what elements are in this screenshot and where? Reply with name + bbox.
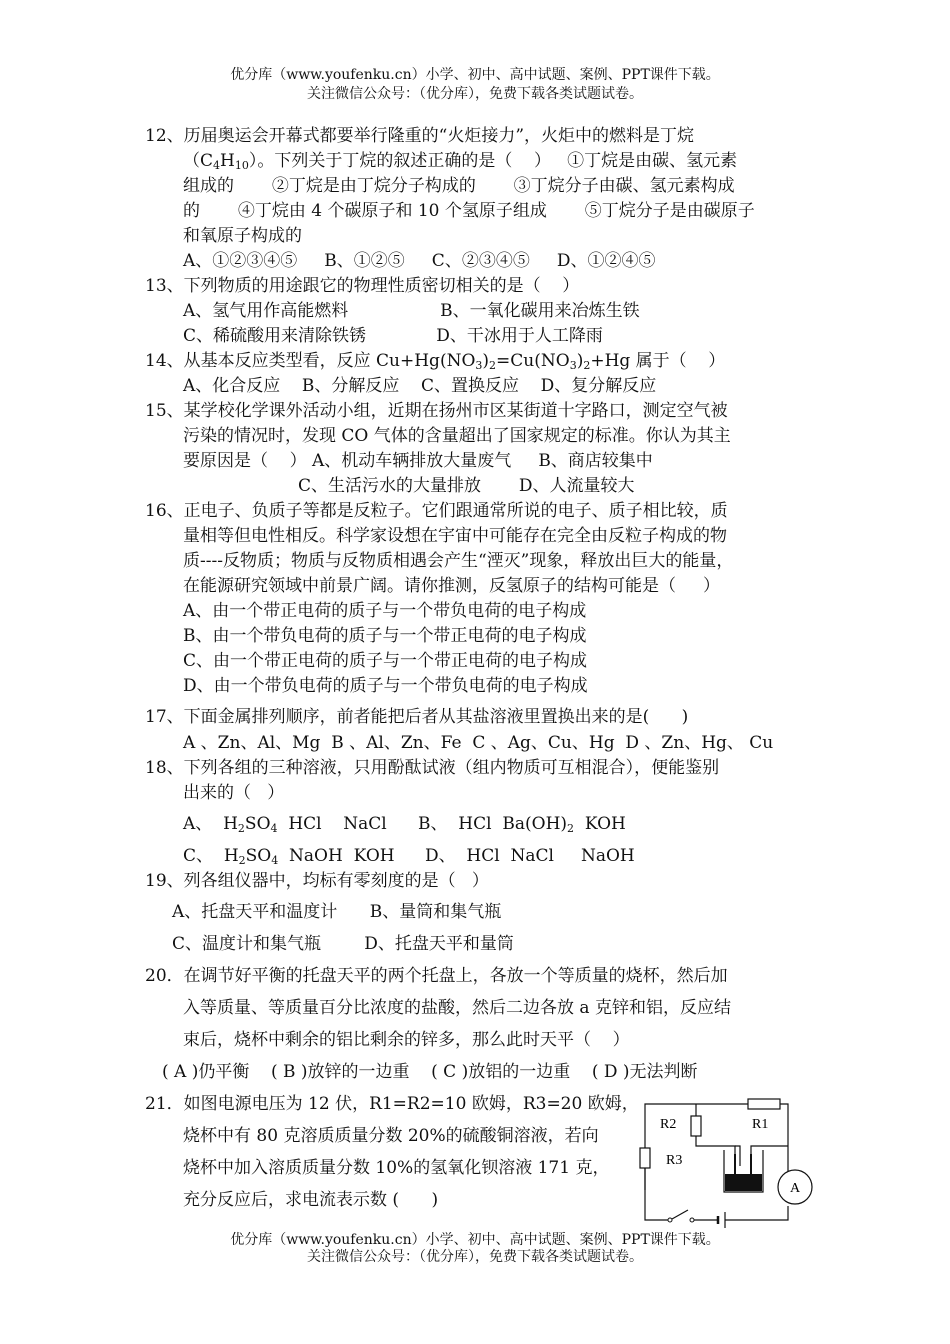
- q15-line-4: C、生活污水的大量排放 D、人流量较大: [298, 476, 635, 496]
- q12-line-5: 和氧原子构成的: [183, 226, 302, 246]
- q17-line-1: 17、下面金属排列顺序，前者能把后者从其盐溶液里置换出来的是( ): [145, 707, 689, 727]
- header-line-1: 优分库（www.youfenku.cn）小学、初中、高中试题、案例、PPT课件下载。: [230, 67, 720, 83]
- q18-option-a: A、 $H_2SO_4$ HCl NaCl: [183, 814, 387, 835]
- footer-line-1: 优分库（www.youfenku.cn）小学、初中、高中试题、案例、PPT课件下载。: [230, 1232, 720, 1248]
- label-r3: R3: [666, 1153, 683, 1168]
- q20-line-2: 入等质量、等质量百分比浓度的盐酸，然后二边各放 a 克锌和铝，反应结: [183, 998, 731, 1018]
- q16-option-c: C、由一个带正电荷的质子与一个带正电荷的电子构成: [183, 651, 588, 671]
- q19-options-cd: C、温度计和集气瓶 D、托盘天平和量筒: [172, 934, 514, 954]
- q12-line-2: $(C_4H_{10})$。下列关于丁烷的叙述正确的是（ ） ①丁烷是由碳、氢元素: [183, 151, 738, 172]
- q15-line-2: 污染的情况时，发现 CO 气体的含量超出了国家规定的标准。你认为其主: [183, 426, 731, 446]
- q21-line-1: 21．如图电源电压为 12 伏，R1=R2=10 欧姆，R3=20 欧姆，: [145, 1094, 639, 1114]
- q16-line-1: 16、正电子、负质子等都是反粒子。它们跟通常所说的电子、质子相比较，质: [145, 501, 728, 521]
- q16-option-a: A、由一个带正电荷的质子与一个带负电荷的电子构成: [183, 601, 587, 621]
- q13-line-1: 13、下列物质的用途跟它的物理性质密切相关的是（ ）: [145, 276, 580, 296]
- q19-line-1: 19、列各组仪器中，均标有零刻度的是（ ）: [145, 871, 489, 891]
- q14-options: A、化合反应 B、分解反应 C、置换反应 D、复分解反应: [183, 376, 657, 396]
- resistor-r1: [748, 1099, 780, 1109]
- label-r1: R1: [752, 1117, 769, 1132]
- q16-option-b: B、由一个带负电荷的质子与一个带正电荷的电子构成: [183, 626, 587, 646]
- q12-line-1: 12、历届奥运会开幕式都要举行隆重的“火炬接力”，火炬中的燃料是丁烷: [145, 126, 695, 146]
- q13-options-cd: C、稀硫酸用来清除铁锈 D、干冰用于人工降雨: [183, 326, 603, 346]
- q16-option-d: D、由一个带负电荷的质子与一个带负电荷的电子构成: [183, 676, 588, 696]
- switch-contact-left: [668, 1218, 672, 1222]
- q16-line-3: 质----反物质；物质与反物质相遇会产生“湮灭”现象，释放出巨大的能量，: [183, 551, 734, 571]
- q18-option-b: B、 HCl $Ba(OH)_2$ KOH: [418, 814, 626, 835]
- q19-options-ab: A、托盘天平和温度计 B、量筒和集气瓶: [172, 902, 502, 922]
- resistor-r2: [691, 1116, 701, 1136]
- header-line-2: 关注微信公众号：（优分库），免费下载各类试题试卷。: [307, 86, 643, 102]
- beaker-solution: [725, 1174, 762, 1191]
- q18-option-d: D、 HCl NaCl NaOH: [425, 846, 635, 866]
- q12-line-3: 组成的 ②丁烷是由丁烷分子构成的 ③丁烷分子由碳、氢元素构成: [183, 176, 735, 196]
- switch-contact-right: [690, 1218, 694, 1222]
- q15-line-3: 要原因是（ ） A、机动车辆排放大量废气 B、商店较集中: [183, 451, 653, 471]
- q21-line-4: 充分反应后，求电流表示数 ( ): [183, 1190, 439, 1210]
- circuit-diagram: [630, 1090, 820, 1230]
- q14-line-1: 14、从基本反应类型看，反应 $Cu+Hg(NO_3)_2=Cu(NO_3)_2+Hg$ 属于（ ）: [145, 351, 726, 372]
- footer-line-2: 关注微信公众号：（优分库），免费下载各类试题试卷。: [307, 1249, 643, 1265]
- q12-line-4: 的 ④丁烷由 4 个碳原子和 10 个氢原子组成 ⑤丁烷分子是由碳原子: [183, 201, 755, 221]
- q18-line-2: 出来的（ ）: [183, 783, 285, 803]
- q12-options: A、①②③④⑤ B、①②⑤ C、②③④⑤ D、①②④⑤: [183, 251, 656, 271]
- label-ammeter: A: [790, 1181, 801, 1196]
- label-r2: R2: [660, 1117, 677, 1132]
- q20-options: ( A )仍平衡 ( B )放锌的一边重 ( C )放铝的一边重 ( D )无法判断: [162, 1062, 698, 1082]
- q20-line-1: 20．在调节好平衡的托盘天平的两个托盘上，各放一个等质量的烧杯，然后加: [145, 966, 728, 986]
- q18-line-1: 18、下列各组的三种溶液，只用酚酞试液（组内物质可互相混合），便能鉴别: [145, 758, 720, 778]
- resistor-r3: [640, 1148, 650, 1168]
- q13-options-ab: A、氢气用作高能燃料 B、一氧化碳用来冶炼生铁: [183, 301, 640, 321]
- q21-line-3: 烧杯中加入溶质质量分数 10%的氢氧化钡溶液 171 克，: [183, 1158, 610, 1178]
- q17-options: A 、Zn、Al、Mg B 、Al、Zn、Fe C 、Ag、Cu、Hg D 、Zn、Hg、 Cu: [183, 733, 774, 753]
- q15-line-1: 15、某学校化学课外活动小组，近期在扬州市区某街道十字路口，测定空气被: [145, 401, 728, 421]
- q16-line-2: 量相等但电性相反。科学家设想在宇宙中可能存在完全由反粒子构成的物: [183, 526, 727, 546]
- q16-line-4: 在能源研究领域中前景广阔。请你推测，反氢原子的结构可能是（ ）: [183, 576, 721, 596]
- q18-option-c: C、 $H_2SO_4$ NaOH KOH: [183, 846, 395, 867]
- switch-lever: [672, 1210, 688, 1219]
- q20-line-3: 束后，烧杯中剩余的铝比剩余的锌多，那么此时天平（ ）: [183, 1030, 630, 1050]
- q21-line-2: 烧杯中有 80 克溶质质量分数 20%的硫酸铜溶液，若向: [183, 1126, 599, 1146]
